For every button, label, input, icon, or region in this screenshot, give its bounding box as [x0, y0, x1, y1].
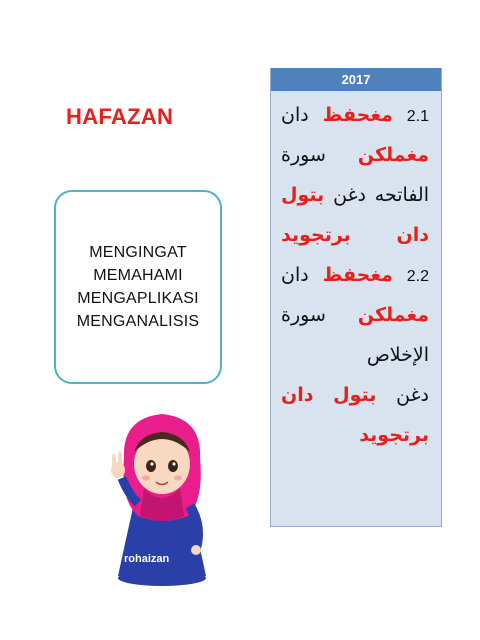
jawi-text-block [271, 91, 441, 455]
jawi-line [281, 255, 429, 295]
skill-item: MENGAPLIKASI [77, 290, 199, 307]
jawi-word: دان [281, 384, 314, 406]
skill-item: MENGINGAT [89, 244, 187, 261]
jawi-word: سورة [281, 304, 326, 326]
jawi-word: بتول [281, 184, 325, 206]
jawi-word: دان [281, 264, 309, 286]
jawi-word: مغحفظ [322, 104, 393, 126]
jawi-word: مغحفظ [322, 264, 393, 286]
jawi-line [281, 415, 429, 455]
section-number: 2.2 [406, 268, 429, 285]
jawi-word: سورة [281, 144, 326, 166]
illustration-label: rohaizan [124, 553, 170, 565]
section-number: 2.1 [406, 108, 429, 125]
jawi-line [281, 135, 429, 175]
jawi-word: دغن [396, 384, 429, 406]
skill-item: MEMAHAMI [93, 267, 183, 284]
panel-year-header: 2017 [271, 68, 441, 91]
page-title: HAFAZAN [66, 104, 174, 129]
jawi-word: الإخلاص [366, 344, 429, 366]
jawi-line [281, 335, 429, 375]
jawi-word: مغملكن [357, 304, 429, 326]
jawi-word: برتجويد [359, 424, 429, 446]
jawi-word: مغملكن [357, 144, 429, 166]
jawi-word: دان [281, 104, 309, 126]
skills-box [54, 190, 222, 384]
jawi-line [281, 215, 429, 255]
jawi-word: دغن [333, 184, 366, 206]
jawi-word: الفاتحه [374, 184, 430, 206]
jawi-line [281, 95, 429, 135]
jawi-word: دان برتجويد [281, 224, 429, 246]
jawi-line [281, 175, 429, 215]
jawi-word: بتول [333, 384, 377, 406]
jawi-line [281, 375, 429, 415]
skill-item: MENGANALISIS [76, 313, 200, 330]
standard-panel [270, 68, 442, 527]
jawi-line [281, 295, 429, 335]
